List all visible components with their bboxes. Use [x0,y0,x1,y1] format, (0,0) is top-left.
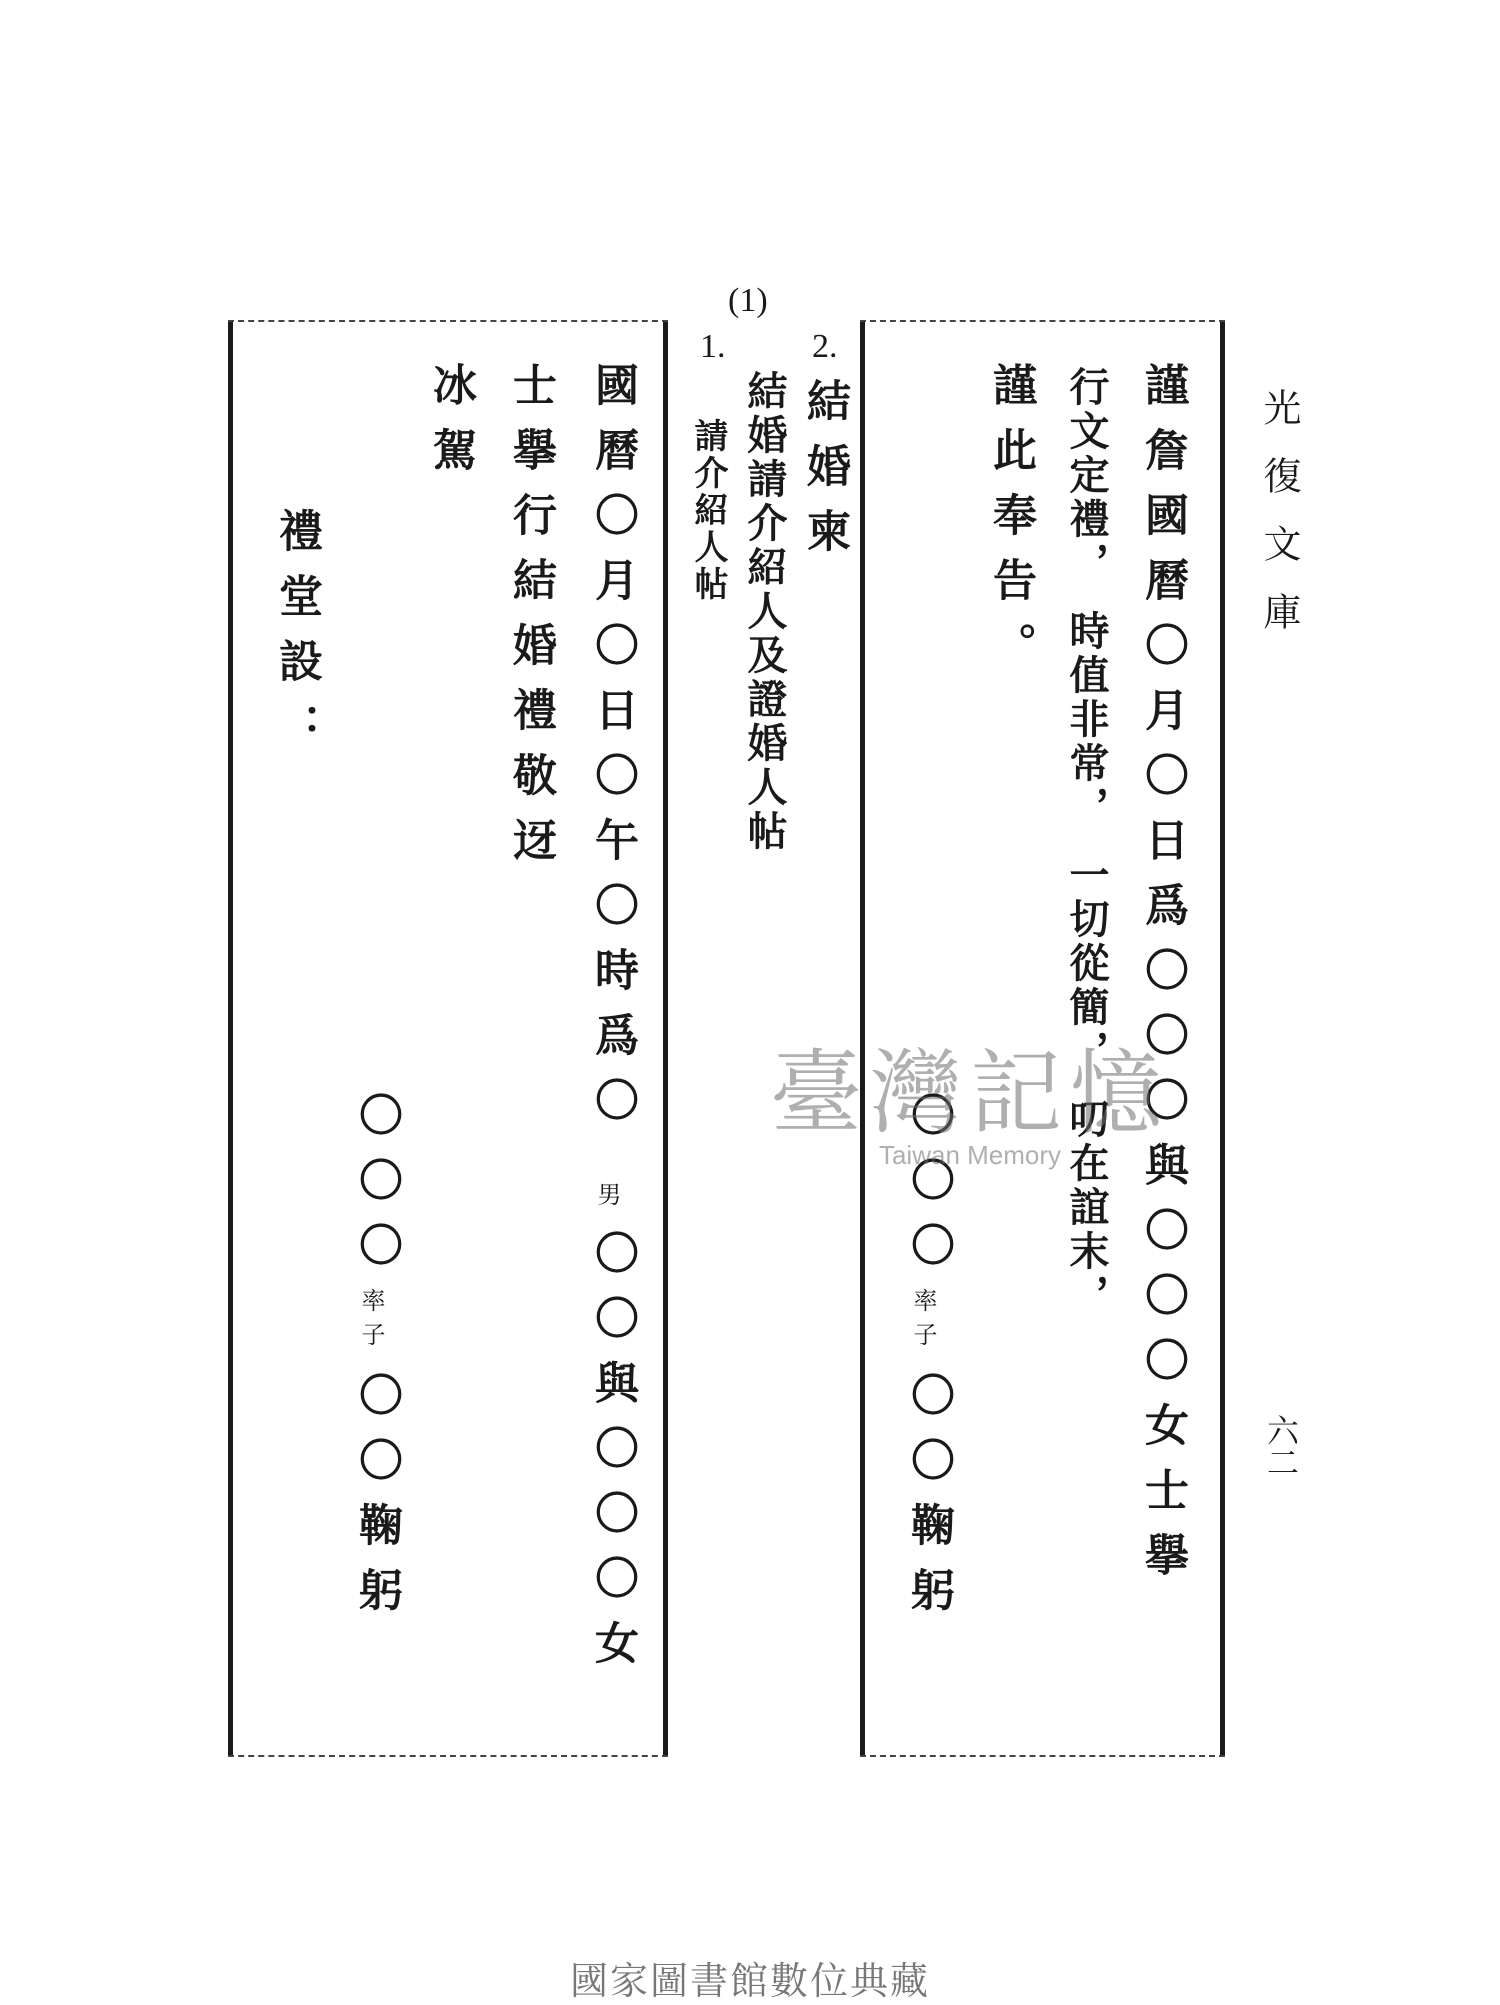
book-title: 光復文庫 [1257,388,1301,660]
page-number: 六二 [1262,1414,1300,1478]
left-card-line-1-note: 男 [593,1182,621,1216]
item-2-number: 2. [812,328,838,365]
item-2-title: 結婚柬 [799,378,850,573]
item-1-title: 結婚請介紹人及證婚人帖 [741,370,788,854]
watermark-sub-text: Taiwan Memory [878,1140,1062,1170]
right-card-signature-bottom: 〇〇鞠躬 [903,1372,954,1632]
archive-footer: 國家圖書館數位典藏 [569,1959,930,2003]
left-card-line-3: 冰駕 [425,362,476,492]
right-card-line-3: 謹此奉告。 [985,362,1036,687]
venue-line: 禮堂設： [271,508,322,768]
right-card-signature-note: 率子 [909,1288,937,1356]
figure-number: (1) [728,282,768,319]
right-card-line-2: 行文定禮， 時值非常， 一切從簡， 叨在誼末， [1063,366,1110,1318]
left-card-line-2: 士擧行結婚禮敬迓 [505,362,556,882]
left-card-signature-note: 率子 [357,1288,385,1356]
left-card-signature-top: 〇〇〇 [351,1092,402,1287]
right-card-line-1: 謹詹國曆〇月〇日爲〇〇〇與〇〇〇女士擧 [1137,362,1188,1597]
left-card-line-1-continued: 〇〇與〇〇〇女 [587,1230,638,1685]
left-card-signature-bottom: 〇〇鞠躬 [351,1372,402,1632]
left-card-line-1: 國曆〇月〇日〇午〇時爲〇 [587,362,638,1142]
item-1-number: 1. [700,328,726,365]
invitation-subtitle: 請介紹人帖 [688,418,728,603]
right-card-signature-top: 〇〇〇 [903,1092,954,1287]
watermark-main-text: 臺灣記憶 [769,1040,1170,1147]
